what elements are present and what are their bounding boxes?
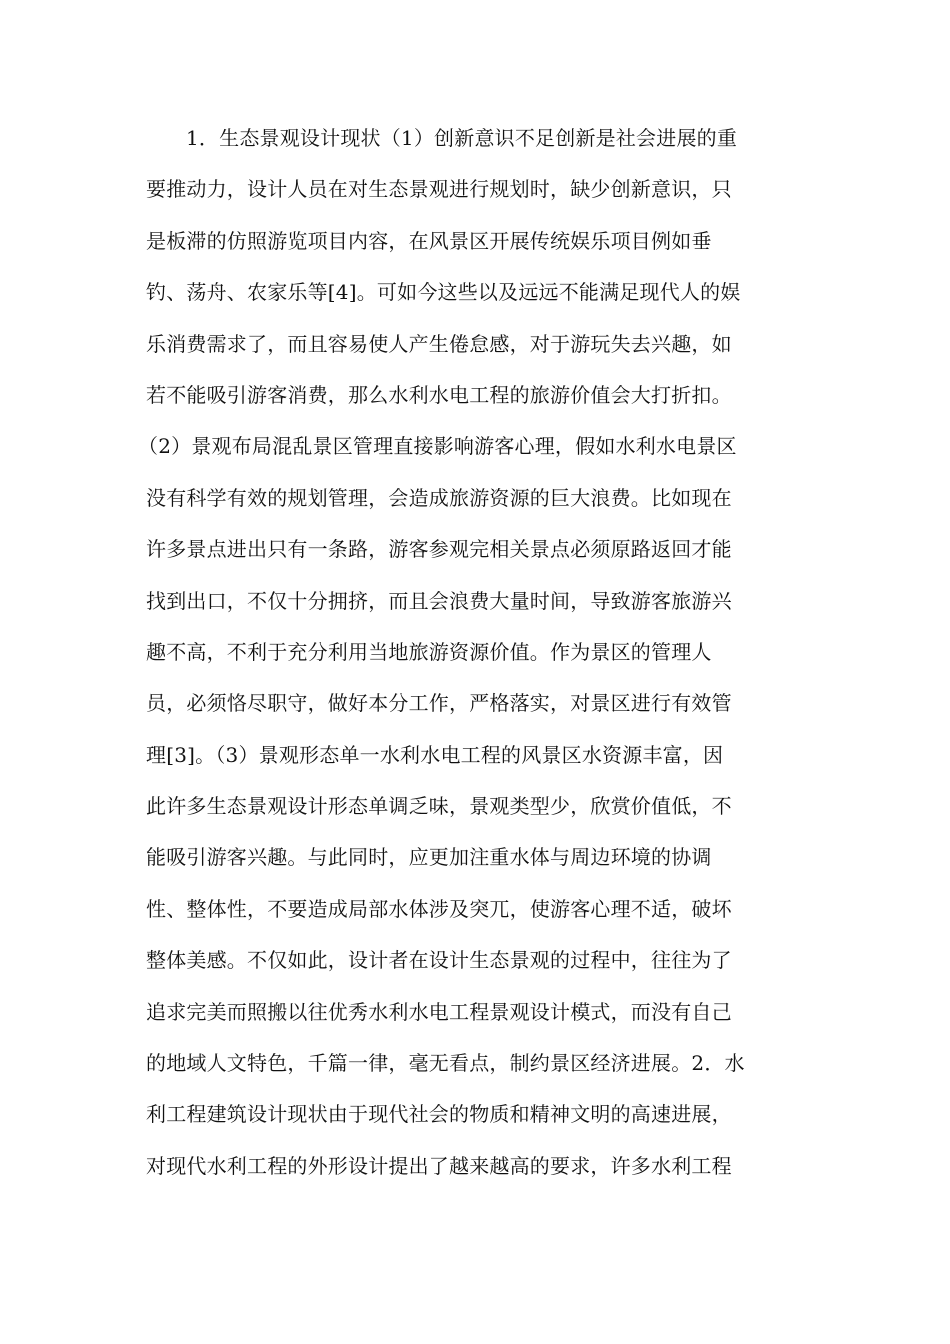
- text-line: 对现代水利工程的外形设计提出了越来越高的要求，许多水利工程: [146, 1153, 732, 1178]
- text-line: 要推动力，设计人员在对生态景观进行规划时，缺少创新意识，只: [146, 177, 732, 202]
- text-line: 乐消费需求了，而且容易使人产生倦怠感，对于游玩失去兴趣，如: [146, 331, 732, 356]
- text-line: 员，必须恪尽职守，做好本分工作，严格落实，对景区进行有效管: [146, 691, 732, 716]
- text-line: 若不能吸引游客消费，那么水利水电工程的旅游价值会大打折扣。: [146, 382, 732, 407]
- text-line: 此许多生态景观设计形态单调乏味，景观类型少，欣赏价值低，不: [146, 794, 732, 819]
- text-line: 追求完美而照搬以往优秀水利水电工程景观设计模式，而没有自己: [146, 999, 732, 1024]
- text-line: 许多景点进出只有一条路，游客参观完相关景点必须原路返回才能: [146, 537, 732, 562]
- text-line: 1．生态景观设计现状（1）创新意识不足创新是社会进展的重: [186, 126, 738, 150]
- text-line: （2）景观布局混乱景区管理直接影响游客心理，假如水利水电景区: [138, 434, 737, 459]
- text-line: 的地域人文特色，千篇一律，毫无看点，制约景区经济进展。2．水: [146, 1051, 745, 1076]
- text-line: 钓、荡舟、农家乐等[4]。可如今这些以及远远不能满足现代人的娱: [146, 280, 741, 305]
- text-line: 整体美感。不仅如此，设计者在设计生态景观的过程中，往往为了: [146, 948, 732, 973]
- text-line: 性、整体性，不要造成局部水体涉及突兀，使游客心理不适，破坏: [146, 896, 732, 921]
- text-line: 是板滞的仿照游览项目内容，在风景区开展传统娱乐项目例如垂: [146, 228, 712, 253]
- text-line: 没有科学有效的规划管理，会造成旅游资源的巨大浪费。比如现在: [146, 485, 732, 510]
- text-line: 能吸引游客兴趣。与此同时，应更加注重水体与周边环境的协调: [146, 845, 712, 870]
- text-line: 利工程建筑设计现状由于现代社会的物质和精神文明的高速进展，: [146, 1102, 732, 1127]
- text-line: 趣不高，不利于充分利用当地旅游资源价值。作为景区的管理人: [146, 639, 712, 664]
- text-line: 理[3]。（3）景观形态单一水利水电工程的风景区水资源丰富，因: [146, 742, 724, 767]
- text-line: 找到出口，不仅十分拥挤，而且会浪费大量时间，导致游客旅游兴: [146, 588, 732, 613]
- body-text: [138, 113, 816, 1192]
